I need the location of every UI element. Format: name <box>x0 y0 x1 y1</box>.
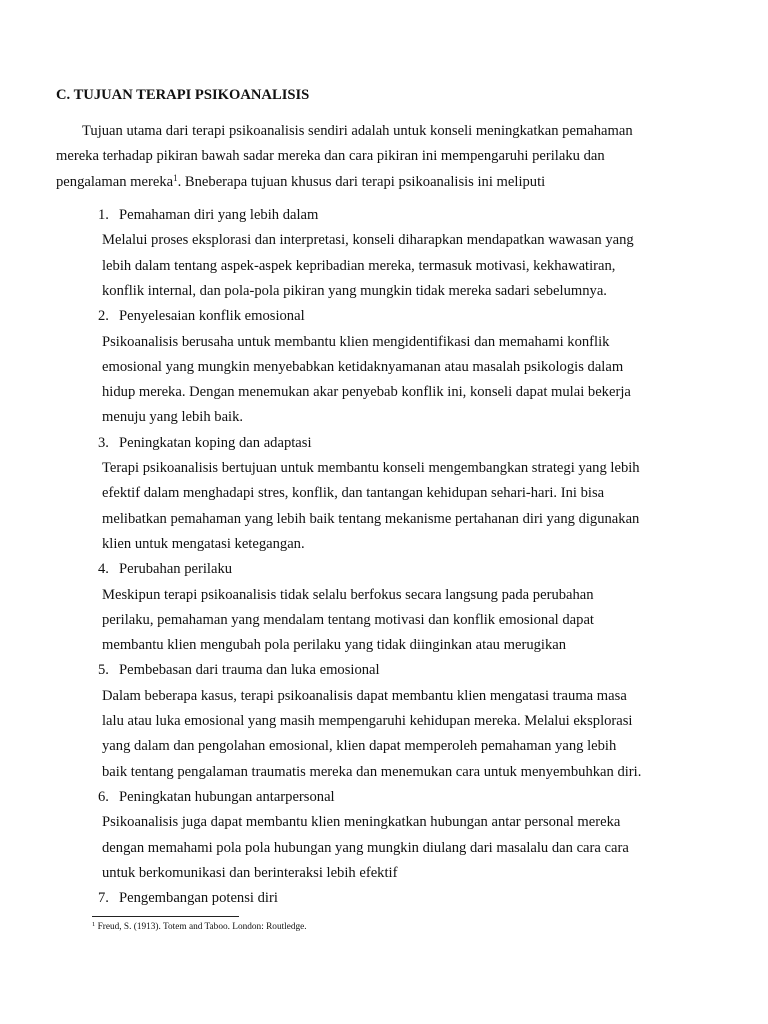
list-item-title: Perubahan perilaku <box>119 561 233 578</box>
list-item-description-line: yang dalam dan pengolahan emosional, klien dapat memperoleh pemahaman yang lebih <box>102 738 617 755</box>
list-item-number: 6. <box>98 788 109 805</box>
footnote-number: 1 <box>92 921 96 928</box>
list-item-description-line: baik tentang pengalaman traumatis mereka dan menemukan cara untuk menyembuhkan diri. <box>102 763 642 780</box>
list-item-description-line: Terapi psikoanalisis bertujuan untuk membantu konseli mengembangkan strategi yang lebih <box>102 460 640 476</box>
list-item-description-line: membantu klien mengubah pola perilaku yang tidak diinginkan atau merugikan <box>102 637 567 654</box>
list-item-description-line: Melalui proses eksplorasi dan interpretasi, konseli diharapkan mendapatkan wawasan yang <box>102 232 634 249</box>
list-item-number: 5. <box>98 662 109 679</box>
footnote <box>92 922 307 932</box>
footnote-divider <box>92 916 239 917</box>
list-item-title: Pemahaman diri yang lebih dalam <box>119 207 319 223</box>
list-item-description-line: Meskipun terapi psikoanalisis tidak selalu berfokus secara langsung pada perubahan <box>102 586 594 603</box>
list-item-description-line: efektif dalam menghadapi stres, konflik, dan tantangan kehidupan sehari-hari. Ini bisa <box>102 485 605 502</box>
intro-line: Tujuan utama dari terapi psikoanalisis sendiri adalah untuk konseli meningkatkan pemahaman <box>82 123 633 139</box>
list-item-description-line: Psikoanalisis berusaha untuk membantu klien mengidentifikasi dan memahami konflik <box>102 333 610 350</box>
list-item-title: Penyelesaian konflik emosional <box>119 308 305 325</box>
list-item-description-line: menuju yang lebih baik. <box>102 409 244 426</box>
list-item-description-line: untuk berkomunikasi dan berinteraksi lebih efektif <box>102 864 398 881</box>
list-item-number: 3. <box>98 434 109 451</box>
list-item-description-line: klien untuk mengatasi ketegangan. <box>102 535 305 552</box>
list-item-title: Peningkatan koping dan adaptasi <box>119 434 312 451</box>
footnote-text: Freud, S. (1913). Totem and Taboo. London: Routledge. <box>95 922 307 932</box>
list-item-description-line: Dalam beberapa kasus, terapi psikoanalisis dapat membantu klien mengatasi trauma masa <box>102 687 627 704</box>
list-item-description-line: emosional yang mungkin menyebabkan ketidaknyamanan atau masalah psikologis dalam <box>102 358 624 375</box>
list-item-number: 4. <box>98 561 109 578</box>
footnote-reference: 1 <box>173 172 178 183</box>
list-item-number: 2. <box>98 308 109 325</box>
intro-paragraph <box>56 119 696 195</box>
list-item-description-line: lebih dalam tentang aspek-aspek kepribadian mereka, termasuk motivasi, kekhawatiran, <box>102 257 616 274</box>
list-item-description-line: hidup mereka. Dengan menemukan akar penyebab konflik ini, konseli dapat mulai bekerja <box>102 384 631 401</box>
list-item-title: Pengembangan potensi diri <box>119 890 278 907</box>
list-item-description-line: lalu atau luka emosional yang masih mempengaruhi kehidupan mereka. Melalui eksplorasi <box>102 713 633 729</box>
list-item-description-line: konflik internal, dan pola-pola pikiran yang mungkin tidak mereka sadari sebelumnya. <box>102 282 607 299</box>
intro-line: mereka terhadap pikiran bawah sadar mereka dan cara pikiran ini mempengaruhi perilaku dan <box>56 148 605 165</box>
list-item-number: 7. <box>98 890 109 907</box>
intro-line <box>56 170 696 195</box>
section-heading: C. TUJUAN TERAPI PSIKOANALISIS <box>56 87 310 103</box>
list-item-description-line: dengan memahami pola pola hubungan yang mungkin diulang dari masalalu dan cara cara <box>102 839 629 856</box>
list-item-description-line: melibatkan pemahaman yang lebih baik tentang mekanisme pertahanan diri yang digunakan <box>102 510 640 527</box>
list-item-description-line: perilaku, pemahaman yang mendalam tentang motivasi dan konflik emosional dapat <box>102 611 594 628</box>
list-item-number: 1. <box>98 207 109 223</box>
intro-text: pengalaman mereka <box>56 173 174 190</box>
list-item-title: Pembebasan dari trauma dan luka emosional <box>119 662 380 679</box>
list-item-description-line: Psikoanalisis juga dapat membantu klien meningkatkan hubungan antar personal mereka <box>102 814 621 831</box>
list-item-title: Peningkatan hubungan antarpersonal <box>119 788 335 805</box>
intro-text: . Bneberapa tujuan khusus dari terapi psikoanalisis ini meliputi <box>177 173 546 190</box>
